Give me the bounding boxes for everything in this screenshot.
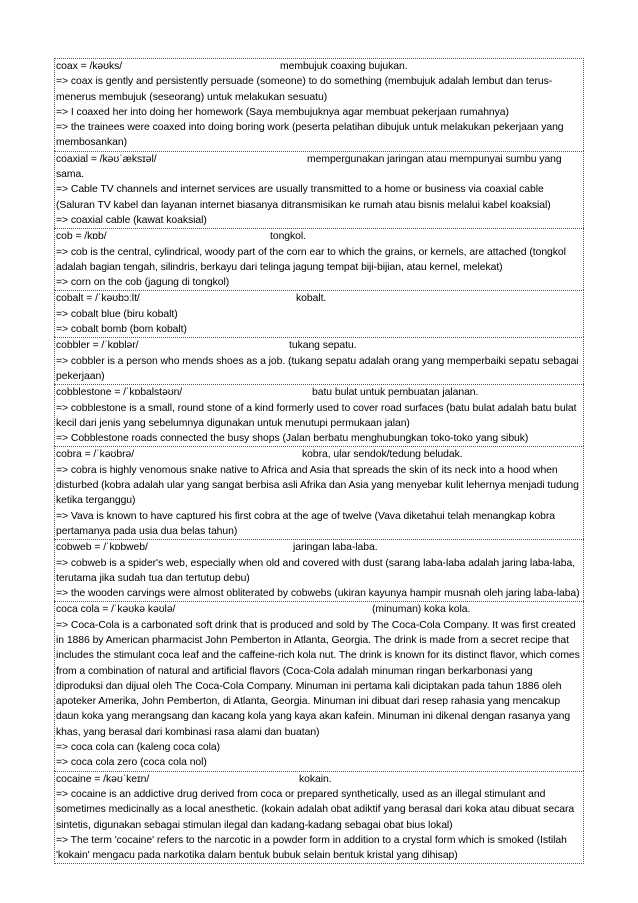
entry-head [56,772,581,787]
dictionary-page [54,58,584,864]
entry-head [56,152,581,167]
entry-meaning: tukang sepatu. [289,340,357,352]
entry-term: cob = /kɒb/ [56,231,107,243]
entry-line: => Vava is known to have captured his first cobra at the age of twelve (Vava diketahui telah menangkap kobra pertamanya pada usia dua belas tahun) [56,510,556,537]
entry-line: => the trainees were coaxed into doing boring work (peserta pelatihan dibujuk untuk melakukan pekerjaan yang membosankan) [56,122,564,149]
entry-meaning: jaringan laba-laba. [293,542,378,554]
entry-line: => Cable TV channels and internet services are usually transmitted to a home or business via coaxial cable (Saluran TV kabel dan layanan internet biasanya ditransmisikan ke rumah atau bisnis melalui kabel koaksial) [56,184,551,211]
entry-head [56,602,581,617]
entry-coaxial [54,151,584,228]
entry-cob [54,228,584,290]
entry-line: => coax is gently and persistently persuade (someone) to do something (membujuk adalah lembut dan terus-menerus membujuk (seseorang) untuk melakukan sesuatu) [56,76,553,103]
entry-meaning: membujuk coaxing bujukan. [280,61,408,72]
entry-line: => coca cola zero (coca cola nol) [56,757,207,769]
entry-line: => The term 'cocaine' refers to the narcotic in a powder form in addition to a crystal form which is smoked (Istilah 'kokain' mengacu pada narkotika dalam bentuk bubuk selain bentuk kristal yang dihisap) [56,834,567,862]
entry-head [56,385,581,400]
entry-line: => cob is the central, cylindrical, woody part of the corn ear to which the grains, or kernels, are attached (tongkol adalah bagian tengah, silindris, berkayu dari telinga jagung tempat biji-bijian, atau kernel, melekat) [56,246,566,273]
entry-head [56,229,581,244]
entry-head [56,59,581,74]
entry-term: cobalt = /ˈkəʊbɔːlt/ [56,293,140,305]
entry-line: sama. [56,169,85,181]
entry-line: => cobblestone is a small, round stone of a kind formerly used to cover road surfaces (batu bulat adalah batu bulat kecil dari jenis yang sebelumnya digunakan untuk menutupi permukaan jalan) [56,402,577,429]
entry-line: => the wooden carvings were almost obliterated by cobwebs (ukiran kayunya hampir musnah oleh jaring laba-laba) [56,588,580,600]
entry-term: cocaine = /kəʊˈkeɪn/ [56,773,150,785]
entry-line: => Coca-Cola is a carbonated soft drink that is produced and sold by The Coca-Cola Company. It was first created in 1886 by American pharmacist John Pemberton in Atlanta, Georgia. The drink is made from a secret recipe that includes the stimulant coca leaf and the caffeine-rich kola nut. The drink is known for its distinct flavor, which comes from a combination of natural and artificial flavors (Coca-Cola adalah minuman ringan berkarbonasi yang diproduksi dan dijual oleh The Coca-Cola Company. Minuman ini pertama kali diciptakan pada tahun 1886 oleh apoteker Amerika, John Pemberton, di Atlanta, Georgia. Minuman ini dibuat dari resep rahasia yang mencakup daun koka yang merangsang dan kacang kola yang kaya akan kafein. Minuman ini dikenal dengan rasanya yang khas, yang berasal dari kombinasi rasa alami dan buatan) [56,619,580,738]
entry-meaning: kobra, ular sendok/tedung beludak. [302,449,463,461]
entry-line: => coaxial cable (kawat koaksial) [56,214,207,226]
entry-term: cobbler = /ˈkɒblər/ [56,340,139,352]
entry-term: coax = /kəʊks/ [56,61,123,72]
entry-head [56,540,581,555]
entry-line: => Cobblestone roads connected the busy shops (Jalan berbatu menghubungkan toko-toko yang sibuk) [56,433,529,445]
entry-line: => corn on the cob (jagung di tongkol) [56,277,230,289]
entry-head [56,338,581,353]
entry-line: => coca cola can (kaleng coca cola) [56,742,221,754]
entry-line: => cobbler is a person who mends shoes as a job. (tukang sepatu adalah orang yang memperbaiki sepatu sebagai pekerjaan) [56,355,579,382]
entry-cocaine [54,771,584,865]
entry-term: cobblestone = /ˈkɒbalstəʊn/ [56,387,183,399]
entry-meaning: mempergunakan jaringan atau mempunyai sumbu yang [307,153,562,165]
entry-line: => cobweb is a spider's web, especially when old and covered with dust (sarang laba-laba adalah jaring laba-laba, terutama jika sudah tua dan tertutup debu) [56,557,576,584]
entry-line: => cobalt blue (biru kobalt) [56,308,178,320]
entry-term: cobra = /ˈkəʊbrə/ [56,449,135,461]
entry-coax [54,58,584,151]
entry-line: => I coaxed her into doing her homework (Saya membujuknya agar membuat pekerjaan rumahnya) [56,106,509,118]
entry-coca-cola [54,601,584,770]
entry-cobbler [54,337,584,384]
entry-term: coaxial = /kəʊˈæksɪəl/ [56,153,157,165]
entry-meaning: kobalt. [296,293,327,305]
entry-line: => cocaine is an addictive drug derived from coca or prepared synthetically, used as an illegal stimulant and sometimes medicinally as a local anesthetic. (kokain adalah obat adiktif yang berasal dari koka atau dibuat secara sintetis, digunakan sebagai stimulan ilegal dan kadang-kadang sebagai obat bius lokal) [56,788,575,831]
entry-meaning: kokain. [299,773,332,785]
entry-head [56,447,581,462]
entry-meaning: tongkol. [270,231,306,243]
entry-term: cobweb = /ˈkɒbweb/ [56,542,148,554]
entry-line: => cobra is highly venomous snake native to Africa and Asia that spreads the skin of its neck into a hood when disturbed (kobra adalah ular yang sangat berbisa asli Afrika dan Asia yang menyebar kulit lehernya menjadi tudung ketika terganggu) [56,464,579,507]
entry-cobra [54,446,584,539]
entry-head [56,291,581,306]
entry-meaning: (minuman) koka kola. [372,604,471,616]
entry-line: => cobalt bomb (bom kobalt) [56,324,187,336]
entry-meaning: batu bulat untuk pembuatan jalanan. [312,387,479,399]
entry-term: coca cola = /ˈkəʊkə kəʊlə/ [56,604,176,616]
entry-cobalt [54,290,584,337]
entry-cobweb [54,539,584,601]
entry-cobblestone [54,384,584,446]
